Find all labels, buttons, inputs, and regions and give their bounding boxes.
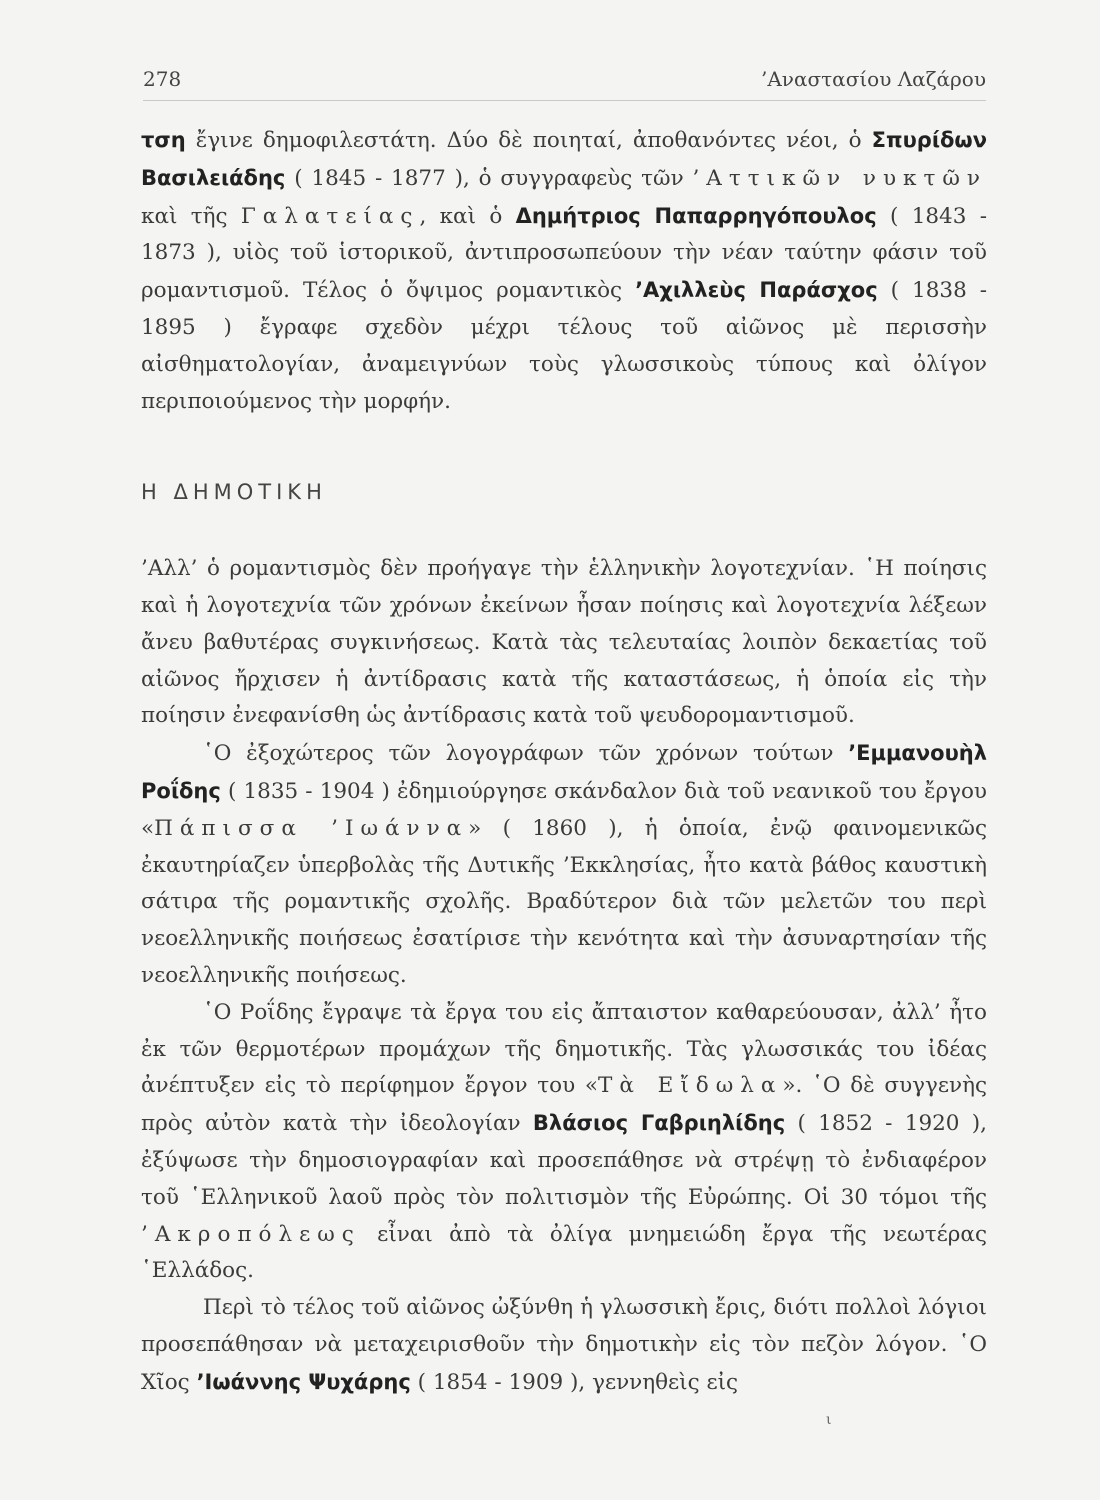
text-run: ( 1852 - 1920 ), ἐξύψωσε τὴν δημοσιογραφίαν καὶ προσεπάθησε νὰ στρέψῃ τὸ ἐνδιαφέρον τοῦ ῾Ελληνικοῦ λαοῦ πρὸς τὸν πολιτισμὸν τῆς Εὐρώπης. Οἱ 30 τόμοι τῆς bbox=[141, 1111, 988, 1210]
text-run: ( 1835 - 1904 ) ἐδημιούργησε σκάνδαλον διὰ τοῦ νεανικοῦ του ἔργου « bbox=[141, 778, 987, 841]
page-number: 278 bbox=[143, 67, 182, 91]
section-title: Η ΔΗΜΟΤΙΚΗ bbox=[141, 480, 327, 505]
stray-mark: ι bbox=[826, 1412, 832, 1428]
text-run: καὶ τῆς bbox=[141, 203, 241, 229]
author-name: ’Αχιλλεὺς Παράσχος bbox=[635, 278, 878, 303]
author-name: Βλάσιος Γαβριηλίδης bbox=[532, 1111, 786, 1136]
author-name: ’Εμμανουὴλ Ροΐδης bbox=[141, 741, 987, 803]
text-run: ( 1845 - 1877 ), ὁ συγγραφεὺς τῶν bbox=[285, 165, 693, 191]
text-run: ῾Ο ἐξοχώτερος τῶν λογογράφων τῶν χρόνων τούτων bbox=[203, 741, 849, 767]
author-name: Σπυρίδων Βασιλειάδης bbox=[141, 128, 987, 190]
paragraph-2 bbox=[141, 551, 987, 735]
text-run: ( 1843 - 1873 ), υἱὸς τοῦ ἱστορικοῦ, ἀντιπροσωπεύουν τὴν νέαν ταύτην φάσιν τοῦ ρομαντισμοῦ. Τέλος ὁ ὄψιμος ρομαντικὸς bbox=[141, 203, 988, 304]
text-run: ἔγινε δημοφιλεστάτη. Δύο δὲ ποιηταί, ἀποθανόντες νέοι, ὁ bbox=[185, 128, 872, 153]
text-run: ’Αλλ’ ὁ ρομαντισμὸς δὲν προήγαγε τὴν ἑλληνικὴν λογοτεχνίαν. ῾Η ποίησις καὶ ἡ λογοτεχνία τῶν χρόνων ἐκείνων ἦσαν ποίησις καὶ λογοτεχνία λέξεων ἄνευ βαθυτέρας συγκινήσεως. Κατὰ τὰς τελευταίας λοιπὸν δεκαετίας τοῦ αἰῶνος ἤρχισεν ἡ ἀντίδρασις κατὰ τῆς καταστάσεως, ἡ ὁποία εἰς τὴν ποίησιν ἐνεφανίσθη ὡς ἀντίδρασις κατὰ τοῦ ψευδορομαντισμοῦ. bbox=[141, 556, 987, 729]
work-title: Πάπισσα ’Ιωάννα bbox=[154, 815, 469, 841]
running-header bbox=[143, 63, 986, 99]
text-run: εἶναι ἀπὸ τὰ ὀλίγα μνημειώδη ἔργα τῆς νεωτέρας ῾Ελλάδος. bbox=[141, 1221, 987, 1284]
text-run: ». ῾Ο δὲ συγγενὴς πρὸς αὐτὸν κατὰ τὴν ἰδεολογίαν bbox=[141, 1073, 987, 1137]
text-run: ῾Ο Ροΐδης ἔγραψε τὰ ἔργα του εἰς ἄπταιστον καθαρεύουσαν, ἀλλ’ ἦτο ἐκ τῶν θερμοτέρων προμάχων τῆς δημοτικῆς. Τὰς γλωσσικάς του ἰδέας ἀνέπτυξεν εἰς τὸ περίφημον ἔργον του « bbox=[141, 999, 987, 1099]
text-run: » ( 1860 ), ἡ ὁποία, ἐνῷ φαινομενικῶς ἐκαυτηρίαζεν ὑπερβολὰς τῆς Δυτικῆς ’Εκκλησίας, ἦτο κατὰ βάθος καυστικὴ σάτιρα τῆς ρομαντικῆς σχολῆς. Βραδύτερον διὰ τῶν μελετῶν του περὶ νεοελληνικῆς ποιήσεως ἐσατίρισε τὴν κενότητα καὶ τὴν ἀσυναρτησίαν τῆς νεοελληνικῆς ποιήσεως. bbox=[141, 815, 988, 988]
work-title: Τὰ Εἴδωλα bbox=[598, 1073, 783, 1099]
paragraph-3 bbox=[141, 735, 987, 995]
paragraph-4 bbox=[141, 995, 987, 1290]
text-run: ( 1854 - 1909 ), γεννηθεὶς εἰς bbox=[410, 1369, 739, 1395]
text-run: ( 1838 - 1895 ) ἔγραφε σχεδὸν μέχρι τέλους τοῦ αἰῶνος μὲ περισσὴν αἰσθηματολογίαν, ἀναμειγνύων τοὺς γλωσσικοὺς τύπους καὶ ὀλίγον περιποιούμενος τὴν μορφήν. bbox=[141, 278, 988, 414]
text-run: Περὶ τὸ τέλος τοῦ αἰῶνος ὠξύνθη ἡ γλωσσικὴ ἔρις, διότι πολλοὶ λόγιοι προσεπάθησαν νὰ μεταχειρισθοῦν τὴν δημοτικὴν εἰς τὸν πεζὸν λόγον. ῾Ο Χῖος bbox=[141, 1295, 987, 1395]
work-title: ’Αττικῶν νυκτῶν bbox=[692, 165, 987, 191]
work-title: Γαλατείας bbox=[240, 203, 420, 229]
paragraph-1 bbox=[141, 122, 987, 420]
body-text bbox=[141, 122, 987, 1402]
author-name: ’Ιωάννης Ψυχάρης bbox=[196, 1369, 411, 1394]
header-rule bbox=[143, 100, 986, 101]
author-name: Δημήτριος Παπαρρηγόπουλος bbox=[515, 203, 877, 228]
paragraph-5 bbox=[141, 1290, 987, 1401]
text-run: , καὶ ὁ bbox=[419, 203, 516, 229]
work-title: ’Ακροπόλεως bbox=[141, 1221, 361, 1247]
bold-word: τση bbox=[141, 128, 186, 152]
running-head-author: ’Αναστασίου Λαζάρου bbox=[761, 67, 986, 91]
